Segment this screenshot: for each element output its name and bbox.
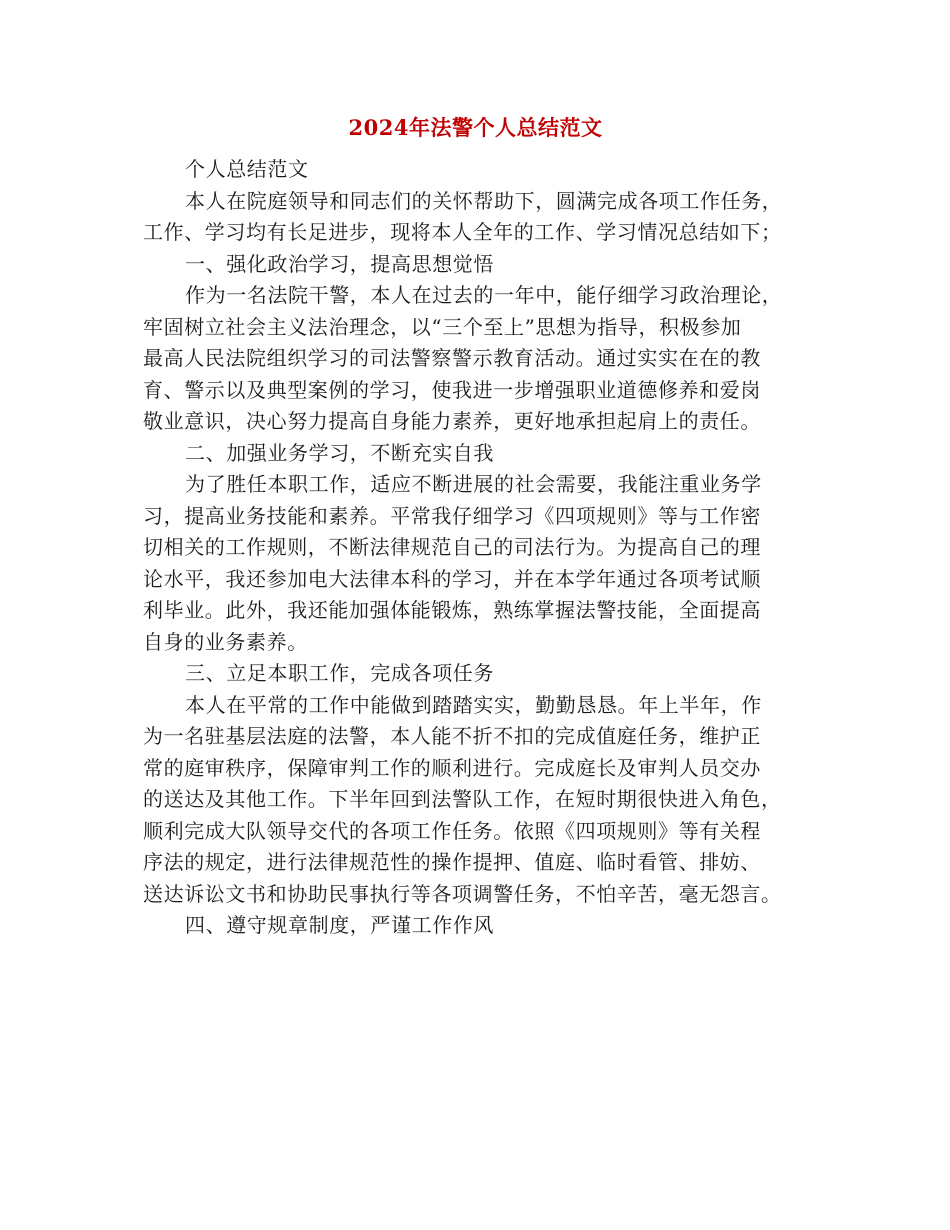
text-line: 利毕业。此外，我还能加强体能锻炼，熟练掌握法警技能，全面提高 [143, 598, 761, 622]
text-line: 为了胜任本职工作，适应不断进展的社会需要，我能注重业务学 [185, 472, 762, 496]
text-line: 本人在院庭领导和同志们的关怀帮助下，圆满完成各项工作任务， [185, 188, 783, 213]
text-line: 自身的业务素养。 [143, 629, 308, 654]
text-line: 工作、学习均有长足进步，现将本人全年的工作、学习情况总结如下； [143, 220, 782, 244]
text-line: 最高人民法院组织学习的司法警察警示教育活动。通过实实在在的教 [143, 346, 761, 370]
text-line: 习，提高业务技能和素养。平常我仔细学习《四项规则》等与工作密 [143, 503, 761, 528]
text-line: 四、遵守规章制度，严谨工作作风 [185, 913, 494, 937]
text-line: 育、警示以及典型案例的学习，使我进一步增强职业道德修养和爱岗 [143, 377, 761, 402]
document-page [143, 112, 808, 942]
text-line: 切相关的工作规则，不断法律规范自己的司法行为。为提高自己的理 [143, 535, 761, 559]
text-line: 二、加强业务学习，不断充实自我 [185, 440, 494, 465]
text-line: 的送达及其他工作。下半年回到法警队工作，在短时期很快进入角色， [143, 787, 782, 811]
text-line: 顺利完成大队领导交代的各项工作任务。依照《四项规则》等有关程 [143, 818, 761, 843]
text-line: 牢固树立社会主义法治理念，以“三个至上”思想为指导，积极参加 [143, 314, 742, 339]
text-line: 送达诉讼文书和协助民事执行等各项调警任务，不怕辛苦，毫无怨言。 [143, 881, 782, 906]
document-body [143, 154, 808, 942]
text-line: 一、强化政治学习，提高思想觉悟 [185, 251, 494, 276]
text-line: 本人在平常的工作中能做到踏踏实实，勤勤恳恳。年上半年，作 [185, 692, 762, 717]
text-line: 序法的规定，进行法律规范性的操作提押、值庭、临时看管、排妨、 [143, 850, 761, 874]
document-title: 2024年法警个人总结范文 [348, 115, 603, 140]
text-line: 个人总结范文 [185, 157, 309, 181]
text-line: 作为一名法院干警，本人在过去的一年中，能仔细学习政治理论， [185, 283, 783, 307]
text-line: 为一名驻基层法庭的法警，本人能不折不扣的完成值庭任务，维护正 [143, 724, 761, 748]
text-line: 常的庭审秩序，保障审判工作的顺利进行。完成庭长及审判人员交办 [143, 755, 761, 780]
text-line: 论水平，我还参加电大法律本科的学习，并在本学年通过各项考试顺 [143, 566, 761, 591]
text-line: 三、立足本职工作，完成各项任务 [185, 661, 494, 685]
text-line: 敬业意识，决心努力提高自身能力素养，更好地承担起肩上的责任。 [143, 409, 761, 433]
